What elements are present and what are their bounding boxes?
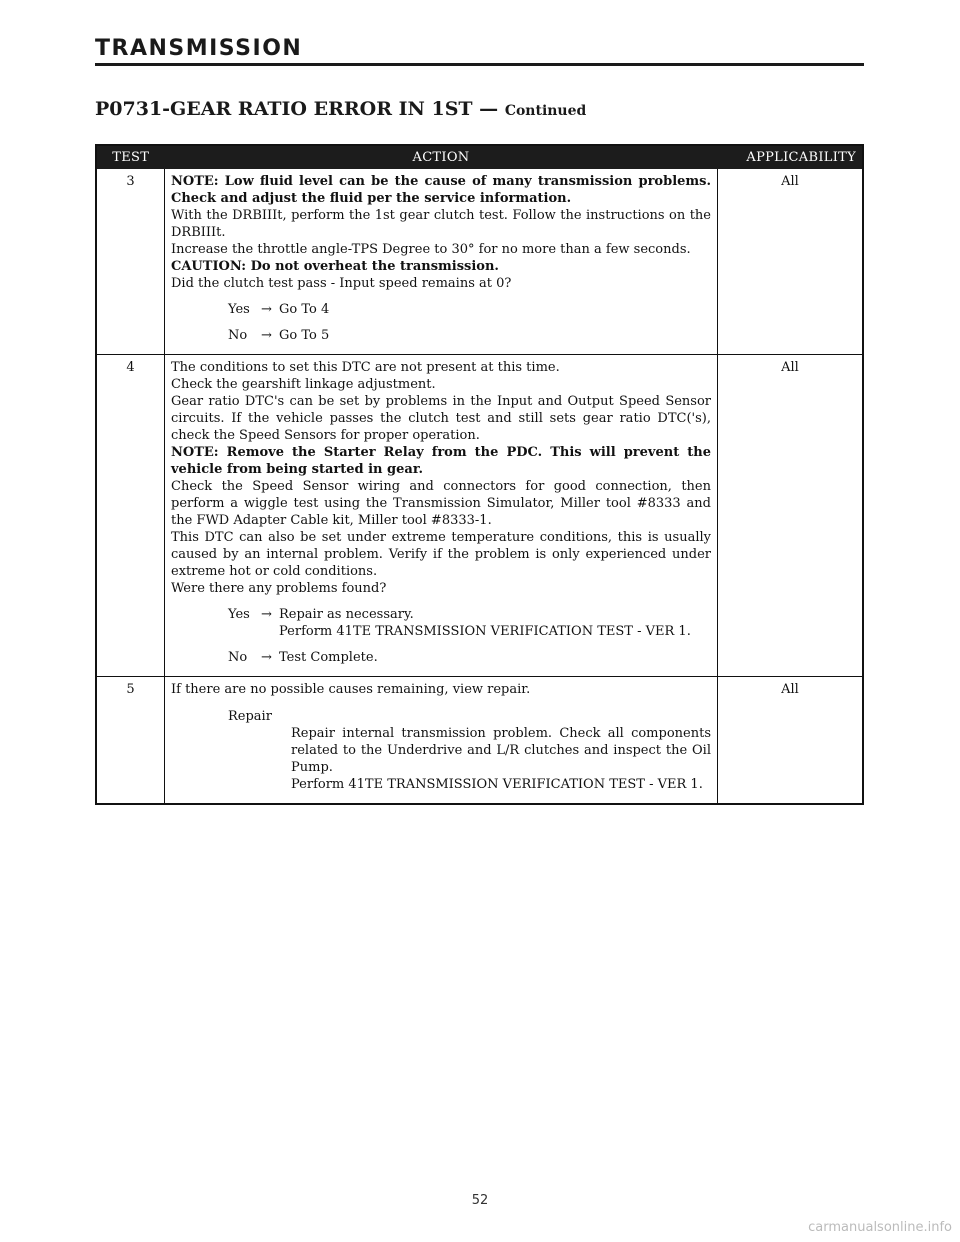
- yes-branch: [228, 301, 711, 318]
- heading-continued: Continued: [504, 103, 587, 119]
- table-row-test-5: [96, 677, 863, 805]
- test-number: 4: [96, 355, 165, 677]
- no-branch: [228, 327, 711, 344]
- no-result: Go To 5: [279, 328, 330, 343]
- question-text: Did the clutch test pass - Input speed remains at 0?: [171, 276, 512, 291]
- no-label: No: [228, 650, 248, 665]
- heading-title: P0731-GEAR RATIO ERROR IN 1ST —: [95, 98, 499, 120]
- page-number: 52: [471, 1193, 489, 1208]
- action-cell: [165, 169, 718, 355]
- yes-result-line: Perform 41TE TRANSMISSION VERIFICATION TEST - VER 1.: [279, 624, 691, 639]
- no-label: No: [228, 328, 248, 343]
- repair-instructions: [291, 725, 711, 793]
- test-number: 3: [96, 169, 165, 355]
- yes-label: Yes: [228, 302, 250, 317]
- watermark: carmanualsonline.info: [808, 1220, 952, 1235]
- no-branch: [228, 649, 711, 666]
- column-header-action: ACTION: [165, 145, 718, 169]
- repair-text: Repair internal transmission problem. Check all components related to the Underdrive and L/R clutches and inspect the Oil Pump.: [291, 726, 711, 775]
- diagnostic-table: [95, 144, 864, 805]
- no-result: Test Complete.: [279, 650, 378, 665]
- yes-branch: [228, 606, 711, 640]
- question-text: Were there any problems found?: [171, 581, 387, 596]
- note-text: NOTE: Low fluid level can be the cause of many transmission problems. Check and adjust the fluid per the service information.: [171, 174, 711, 206]
- table-row-test-4: [96, 355, 863, 677]
- yes-result-line: Repair as necessary.: [279, 607, 414, 622]
- column-header-applicability: APPLICABILITY: [718, 145, 864, 169]
- arrow-right-icon: →: [261, 607, 272, 622]
- yes-label: Yes: [228, 607, 250, 622]
- note-text: NOTE: Remove the Starter Relay from the PDC. This will prevent the vehicle from being started in gear.: [171, 445, 711, 477]
- page-heading: [95, 98, 586, 120]
- action-text: Increase the throttle angle-TPS Degree to 30° for no more than a few seconds.: [171, 242, 691, 257]
- column-header-test: TEST: [96, 145, 165, 169]
- repair-text: Perform 41TE TRANSMISSION VERIFICATION TEST - VER 1.: [291, 777, 703, 792]
- section-title: TRANSMISSION: [95, 36, 303, 61]
- table-header-row: [96, 145, 863, 169]
- action-text: If there are no possible causes remaining, view repair.: [171, 682, 531, 697]
- applicability-cell: All: [718, 169, 864, 355]
- action-text: Gear ratio DTC's can be set by problems in the Input and Output Speed Sensor circuits. If the vehicle passes the clutch test and still sets gear ratio DTC('s), check the Speed Sensors for proper operation.: [171, 394, 711, 443]
- yes-result: [279, 606, 711, 640]
- yes-result: Go To 4: [279, 302, 330, 317]
- arrow-right-icon: →: [261, 302, 272, 317]
- applicability-cell: All: [718, 355, 864, 677]
- section-divider: [95, 63, 864, 66]
- action-text: The conditions to set this DTC are not present at this time.: [171, 360, 560, 375]
- table-row-test-3: [96, 169, 863, 355]
- repair-label: Repair: [228, 709, 272, 724]
- arrow-right-icon: →: [261, 328, 272, 343]
- action-cell: [165, 677, 718, 805]
- action-text: With the DRBIIIt, perform the 1st gear clutch test. Follow the instructions on the DRBIIIt.: [171, 208, 711, 240]
- action-cell: [165, 355, 718, 677]
- action-text: This DTC can also be set under extreme temperature conditions, this is usually caused by an internal problem. Verify if the problem is only experienced under extreme hot or cold conditions.: [171, 530, 711, 579]
- arrow-right-icon: →: [261, 650, 272, 665]
- applicability-cell: All: [718, 677, 864, 805]
- action-text: Check the Speed Sensor wiring and connectors for good connection, then perform a wiggle test using the Transmission Simulator, Miller tool #8333 and the FWD Adapter Cable kit, Miller tool #8333-1.: [171, 479, 711, 528]
- action-text: Check the gearshift linkage adjustment.: [171, 377, 436, 392]
- caution-text: CAUTION: Do not overheat the transmission.: [171, 259, 499, 274]
- test-number: 5: [96, 677, 165, 805]
- repair-block: [228, 708, 711, 793]
